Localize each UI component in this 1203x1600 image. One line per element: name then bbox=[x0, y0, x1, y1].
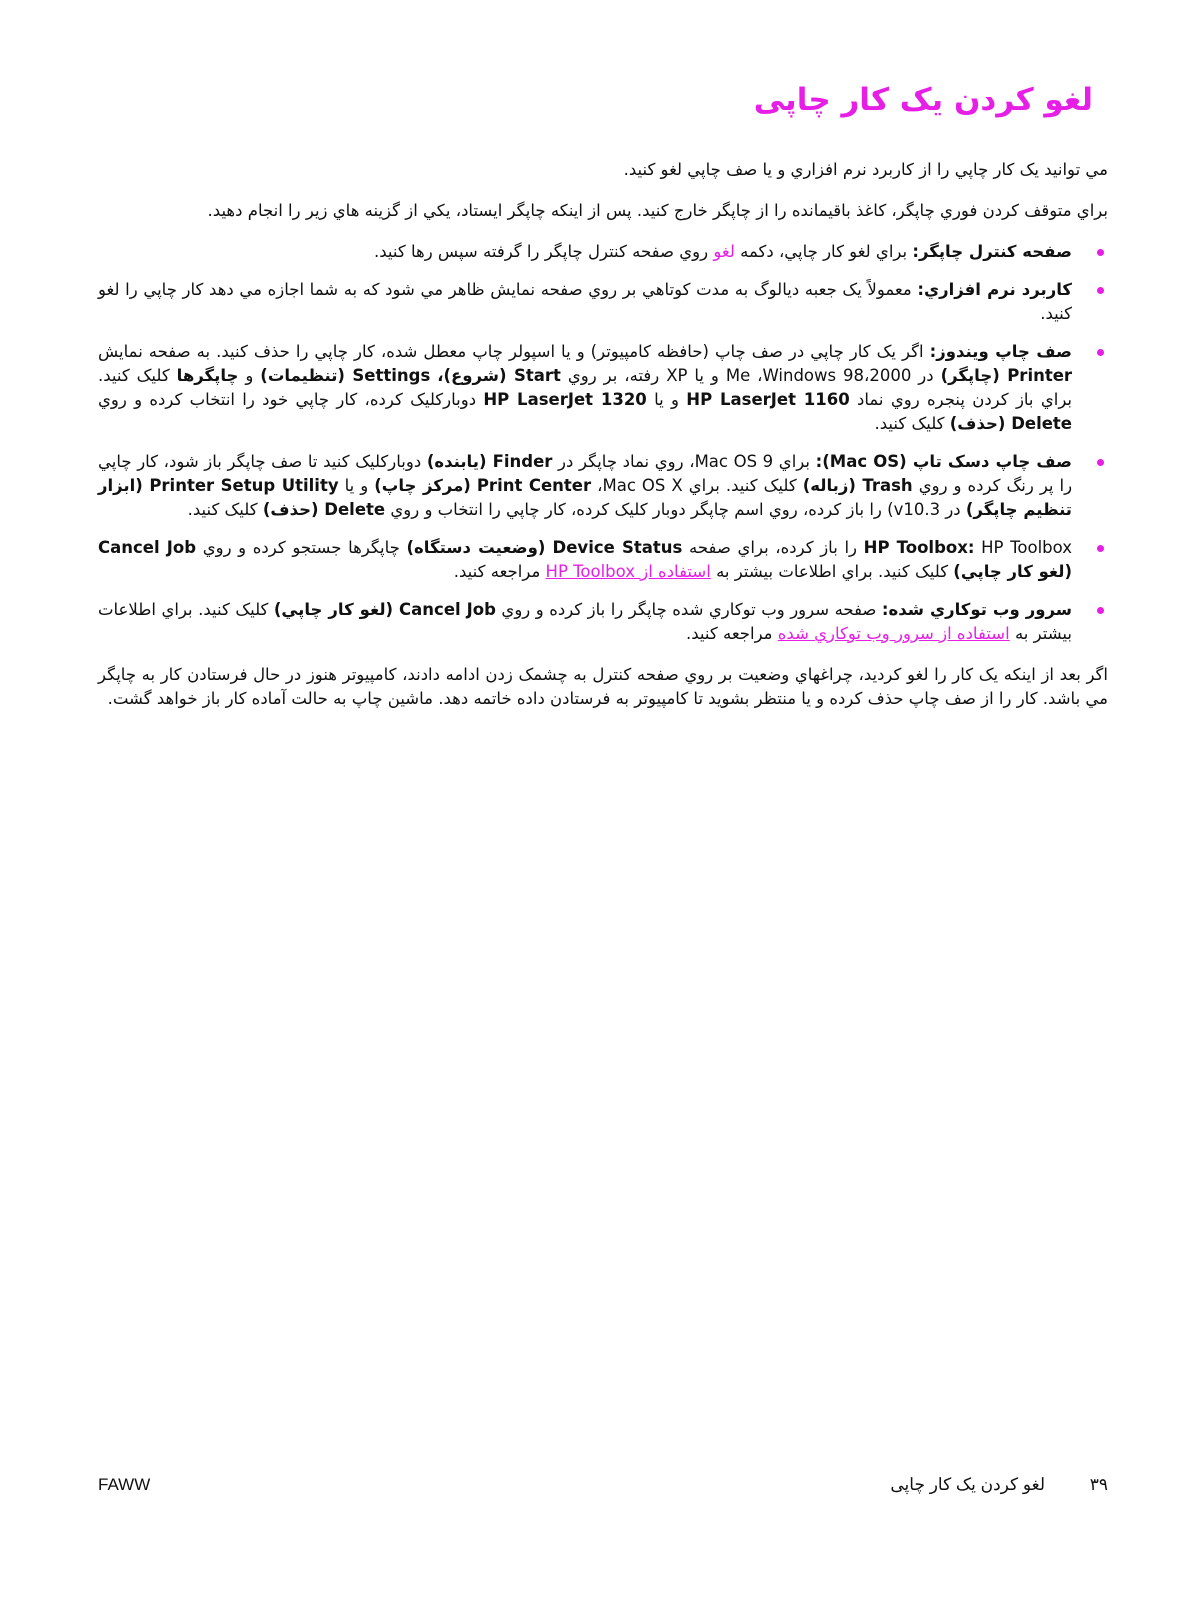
item-text: براي لغو کار چاپي، دکمه bbox=[740, 242, 908, 261]
list-item bbox=[98, 340, 1108, 436]
item-term: صف چاپ دسک تاپ (Mac OS): bbox=[815, 452, 1072, 471]
item-text: ،Mac OS X bbox=[597, 476, 683, 495]
item-text: مراجعه کنيد. bbox=[453, 562, 541, 581]
item-text: کليک کنيد. براي باز کردن پنجره روي نماد bbox=[98, 366, 1073, 409]
main-content bbox=[98, 158, 1108, 728]
hp-toolbox-link[interactable]: استفاده از HP Toolbox bbox=[545, 562, 711, 581]
ui-label: Print Center bbox=[476, 476, 592, 495]
bullet-icon bbox=[1097, 287, 1104, 294]
bullet-icon bbox=[1097, 607, 1104, 614]
cancel-button-reference: لغو bbox=[713, 242, 735, 261]
item-text: کليک کنيد. براي bbox=[688, 476, 797, 495]
closing-paragraph: اگر بعد از اينکه یک کار را لغو کرديد، چراغهاي وضعيت بر روي صفحه کنترل به چشمک زدن ادامه دادند، کامپيوتر هنوز در حال فرستادن کار به چاپگر مي باشد. کار را از صف چاپ حذف کرده و يا منتظر بشويد تا کامپيوتر به فرستادن داده خاتمه دهد. ماشين چاپ به حالت آماده کار باز خواهد گشت. bbox=[98, 665, 1108, 708]
item-text: صفحه سرور وب توکاري شده چاپگر را باز کرده و روي bbox=[501, 600, 877, 619]
item-text: کليک کنيد. براي اطلاعات بيشتر به bbox=[716, 562, 949, 581]
item-text: HP Toolbox را باز کرده، براي صفحه bbox=[688, 538, 1072, 557]
ui-label: Cancel Job (لغو کار چاپي) bbox=[273, 600, 496, 619]
item-text: کليک کنيد. bbox=[187, 500, 258, 519]
footer-right bbox=[890, 1475, 1108, 1495]
page-number: ۳۹ bbox=[1089, 1475, 1108, 1494]
page-title: لغو کردن یک کار چاپی bbox=[753, 82, 1093, 118]
item-text: اگر یک کار چاپي در صف چاپ (حافظه کامپيوتر) و يا اسپولر چاپ معطل شده، کار چاپي را حذف کنيد. به صفحه نمايش bbox=[98, 342, 924, 361]
bullet-icon bbox=[1097, 545, 1104, 552]
item-text: در v10.3) را باز کرده، روي اسم چاپگر دوبار کليک کرده، کار چاپي را انتخاب و روي bbox=[390, 500, 961, 519]
item-term: سرور وب توکاري شده: bbox=[881, 600, 1072, 619]
cancel-methods-list bbox=[98, 240, 1108, 646]
item-text: کليک کنيد. براي اطلاعات بيشتر به bbox=[98, 600, 1072, 643]
item-term: صفحه کنترل چاپگر: bbox=[912, 242, 1072, 261]
item-text: معمولاً یک جعبه ديالوگ به مدت کوتاهي بر روي صفحه نمايش ظاهر مي شود که به شما اجازه مي دهد کار چاپي را لغو کنيد. bbox=[98, 280, 1072, 323]
intro-paragraph: مي توانيد یک کار چاپي را از کاربرد نرم افزاري و يا صف چاپي لغو کنيد. bbox=[623, 160, 1108, 179]
item-text: و bbox=[245, 366, 254, 385]
list-item bbox=[98, 240, 1108, 264]
item-text: براي Mac OS 9، روي نماد چاپگر در bbox=[558, 452, 811, 471]
list-item bbox=[98, 278, 1108, 326]
item-term: صف چاپ ويندوز: bbox=[929, 342, 1072, 361]
item-text: دوبارکليک کنيد تا صف چاپگر باز شود، کار چاپي را پر رنگ کرده و روي bbox=[98, 452, 1073, 495]
embedded-web-server-link[interactable]: استفاده از سرور وب توکاري شده bbox=[777, 624, 1010, 643]
ui-label: Delete (حذف) bbox=[262, 500, 386, 519]
item-text: دوبارکليک کرده، کار چاپي خود را انتخاب کرده و روي bbox=[98, 390, 477, 409]
item-term: کاربرد نرم افزاري: bbox=[917, 280, 1072, 299]
item-text: و يا bbox=[654, 390, 679, 409]
footer-section-title: لغو کردن یک کار چاپی bbox=[890, 1475, 1045, 1494]
ui-label: Settings (تنظيمات) bbox=[260, 366, 431, 385]
ui-label: Trash (زباله) bbox=[802, 476, 913, 495]
ui-label: Device Status (وضعيت دستگاه) bbox=[406, 538, 683, 557]
list-item bbox=[98, 450, 1108, 522]
footer-brand: FAWW bbox=[98, 1475, 151, 1494]
ui-label: Cancel Job (لغو کار چاپي) bbox=[98, 538, 1072, 581]
instructions-paragraph: براي متوقف کردن فوري چاپگر، کاغذ باقيمانده را از چاپگر خارج کنيد. پس از اينکه چاپگر ايستاد، يکي از گزينه هاي زير را انجام دهيد. bbox=[207, 201, 1108, 220]
ui-label: Start (شروع)، bbox=[437, 366, 561, 385]
ui-label: Delete (حذف) bbox=[949, 414, 1072, 433]
ui-label: Printer Setup Utility (ابزار تنظيم چاپگر) bbox=[98, 476, 1072, 519]
page-footer bbox=[98, 1475, 1108, 1499]
list-item bbox=[98, 536, 1108, 584]
ui-label: چاپگرها bbox=[176, 366, 239, 385]
ui-label: HP LaserJet 1320 bbox=[483, 390, 647, 409]
item-term: HP Toolbox: bbox=[863, 538, 975, 557]
item-text: در 2000،Me ،Windows 98 و يا XP رفته، بر روي bbox=[567, 366, 934, 385]
bullet-icon bbox=[1097, 349, 1104, 356]
bullet-icon bbox=[1097, 249, 1104, 256]
ui-label: HP LaserJet 1160 bbox=[686, 390, 850, 409]
item-text: چاپگرها جستجو کرده و روي bbox=[202, 538, 400, 557]
ui-label: Finder (يابنده) bbox=[426, 452, 553, 471]
item-text: کليک کنيد. bbox=[874, 414, 945, 433]
ui-label: (مرکز چاپ) bbox=[374, 476, 471, 495]
ui-label: Printer (چاپگر) bbox=[940, 366, 1073, 385]
item-text: مراجعه کنيد. bbox=[686, 624, 773, 643]
item-text: و يا bbox=[344, 476, 369, 495]
bullet-icon bbox=[1097, 459, 1104, 466]
list-item bbox=[98, 598, 1108, 646]
item-text: روي صفحه کنترل چاپگر را گرفته سپس رها کنيد. bbox=[374, 242, 709, 261]
